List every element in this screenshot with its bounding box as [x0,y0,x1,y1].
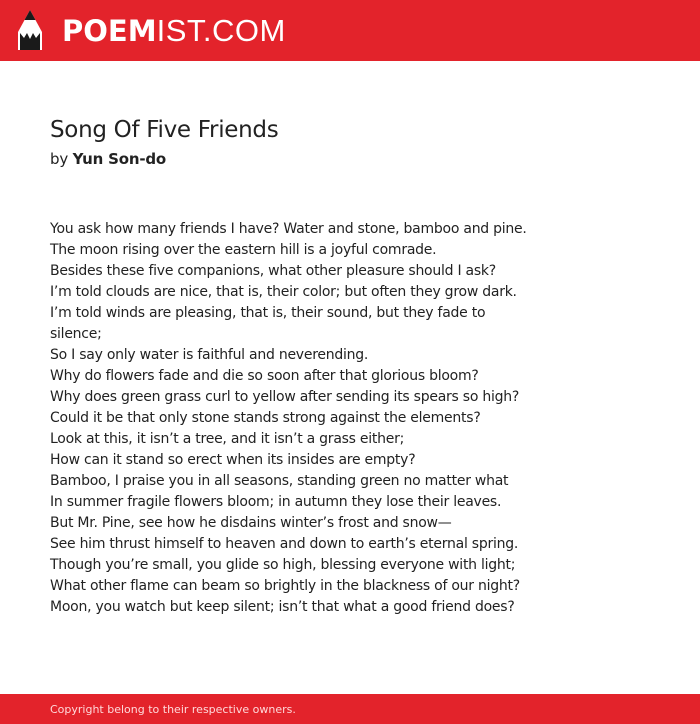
poem-line: Why does green grass curl to yellow after sending its spears so high? [50,389,520,405]
poem-line: Could it be that only stone stands strong against the elements? [50,410,481,426]
poem-line: How can it stand so erect when its insides are empty? [50,452,416,468]
poem-line: The moon rising over the eastern hill is a joyful comrade. [50,242,437,258]
pencil-tip-icon[interactable] [18,10,42,50]
poem-line: But Mr. Pine, see how he disdains winter’s frost and snow— [50,515,452,531]
logo-text-bold: POEM [62,14,157,48]
poem-line: In summer fragile flowers bloom; in autumn they lose their leaves. [50,494,502,510]
logo-text-light: IST.COM [156,13,286,48]
poem-author[interactable]: Yun Son-do [72,150,166,168]
site-header [0,0,700,61]
poem-line: Why do flowers fade and die so soon after that glorious bloom? [50,368,479,384]
poem-line: Moon, you watch but keep silent; isn’t that what a good friend does? [50,599,515,615]
poem-line: Bamboo, I praise you in all seasons, standing green no matter what [50,473,509,489]
poem-line: See him thrust himself to heaven and down to earth’s eternal spring. [50,536,519,552]
poem-line: silence; [50,326,102,342]
copyright-text: Copyright belong to their respective owners. [50,703,296,716]
poem-body [50,219,550,618]
poem-line: Besides these five companions, what other pleasure should I ask? [50,263,496,279]
site-logo[interactable] [62,14,286,48]
poem-line: Look at this, it isn’t a tree, and it isn’t a grass either; [50,431,405,447]
by-label: by [50,150,68,168]
poem-line: So I say only water is faithful and neverending. [50,347,369,363]
poem-line: I’m told clouds are nice, that is, their color; but often they grow dark. [50,284,517,300]
poem-byline [50,150,166,168]
poem-line: Though you’re small, you glide so high, blessing everyone with light; [50,557,516,573]
poem-line: I’m told winds are pleasing, that is, their sound, but they fade to [50,305,486,321]
site-footer [0,694,700,724]
poem-line: You ask how many friends I have? Water and stone, bamboo and pine. [50,221,527,237]
poem-line: What other flame can beam so brightly in the blackness of our night? [50,578,520,594]
poem-title: Song Of Five Friends [50,117,279,143]
